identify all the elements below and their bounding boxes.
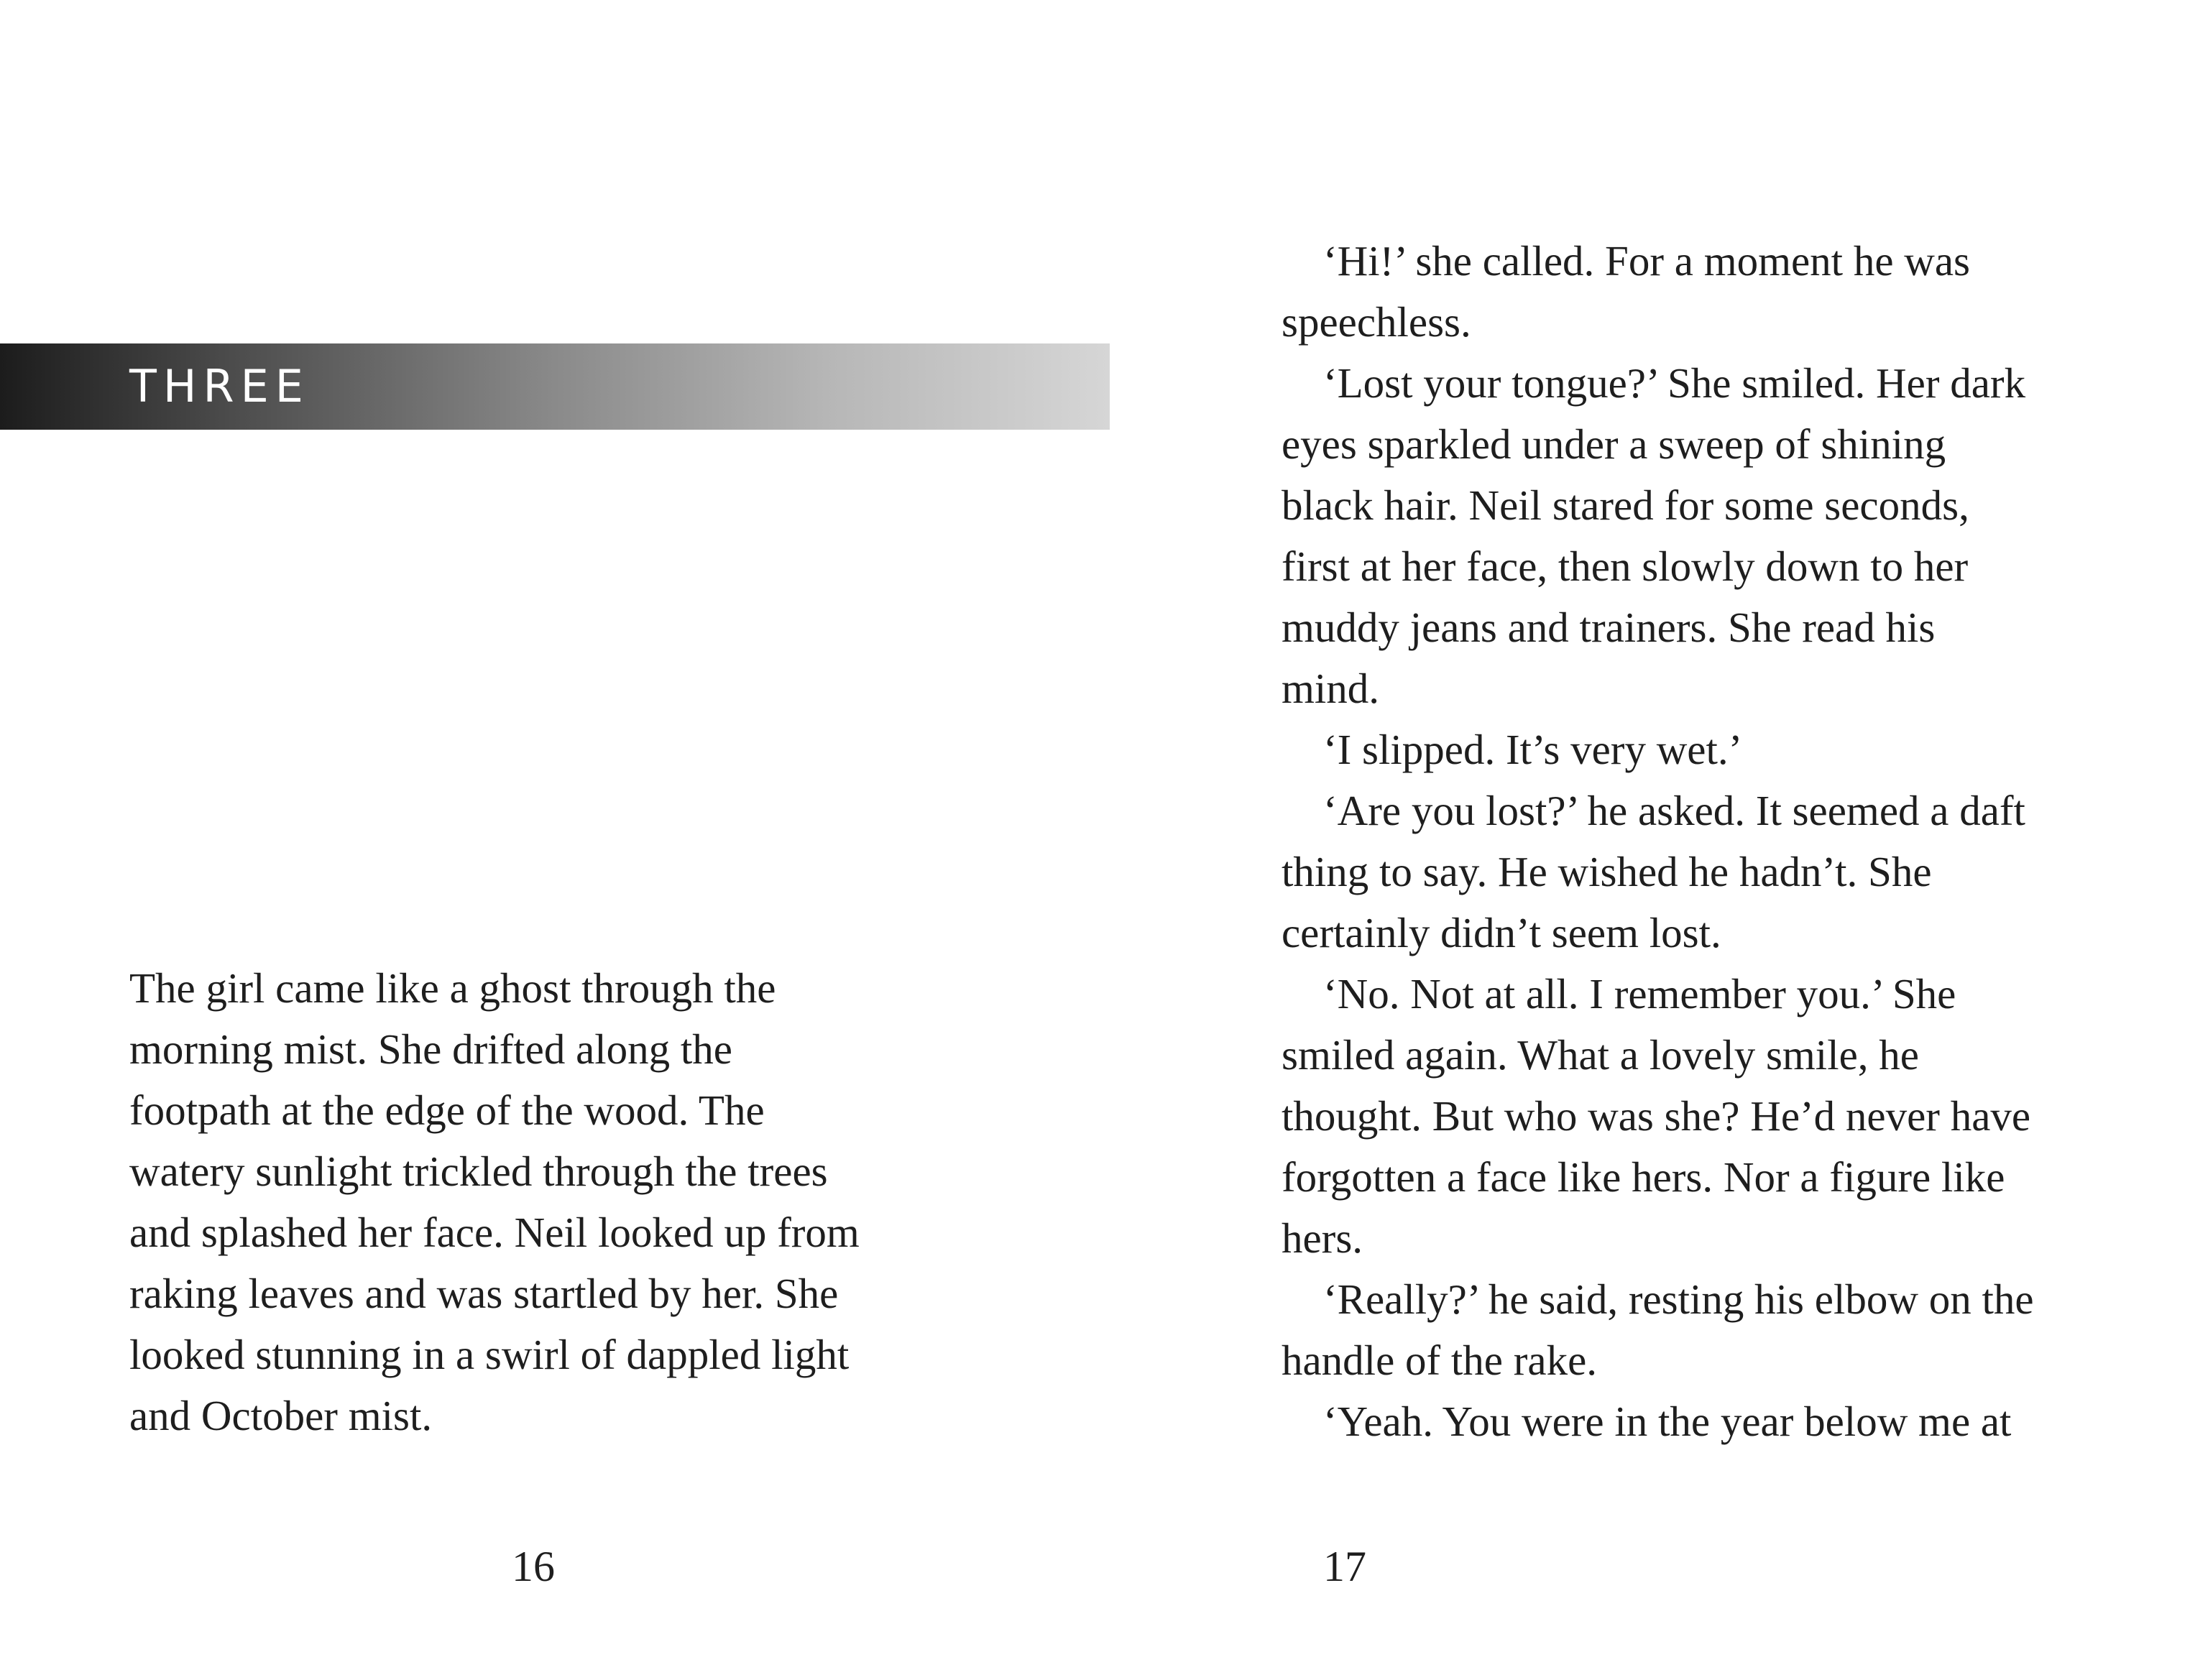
text-line: eyes sparkled under a sweep of shining: [1282, 420, 1946, 468]
text-line: ‘Hi!’ she called. For a moment he was: [1323, 237, 1971, 285]
text-line: mind.: [1282, 665, 1380, 712]
text-line: handle of the rake.: [1282, 1337, 1598, 1384]
text-line: thing to say. He wished he hadn’t. She: [1282, 848, 1932, 895]
text-line: morning mist. She drifted along the: [129, 1025, 732, 1073]
chapter-heading-band: [0, 343, 1110, 430]
text-line: ‘Lost your tongue?’ She smiled. Her dark: [1323, 359, 2026, 407]
text-line: ‘Really?’ he said, resting his elbow on the: [1323, 1275, 2034, 1323]
left-page-text: [129, 958, 992, 1446]
text-line: black hair. Neil stared for some seconds,: [1282, 481, 1969, 529]
text-line: hers.: [1282, 1214, 1363, 1262]
text-line: certainly didn’t seem lost.: [1282, 909, 1721, 956]
right-page-text: [1282, 231, 2151, 1452]
text-line: ‘Are you lost?’ he asked. It seemed a daft: [1323, 787, 2025, 834]
text-line: and splashed her face. Neil looked up from: [129, 1209, 860, 1256]
text-line: muddy jeans and trainers. She read his: [1282, 604, 1936, 651]
text-line: smiled again. What a lovely smile, he: [1282, 1031, 1919, 1079]
text-line: ‘I slipped. It’s very wet.’: [1323, 726, 1743, 773]
text-line: The girl came like a ghost through the: [129, 964, 776, 1012]
text-line: first at her face, then slowly down to her: [1282, 543, 1969, 590]
page-number-left: 16: [512, 1543, 555, 1590]
text-line: raking leaves and was startled by her. She: [129, 1270, 839, 1317]
right-page: [1095, 0, 2190, 1680]
text-line: thought. But who was she? He’d never have: [1282, 1092, 2031, 1140]
text-line: forgotten a face like hers. Nor a figure like: [1282, 1153, 2005, 1201]
text-line: looked stunning in a swirl of dappled light: [129, 1331, 850, 1378]
chapter-title: THREE: [129, 360, 310, 412]
text-line: watery sunlight trickled through the trees: [129, 1148, 828, 1195]
text-line: ‘Yeah. You were in the year below me at: [1323, 1398, 2012, 1445]
text-line: footpath at the edge of the wood. The: [129, 1086, 765, 1134]
page-number-right: 17: [1323, 1543, 1366, 1590]
text-line: speechless.: [1282, 298, 1471, 346]
text-line: ‘No. Not at all. I remember you.’ She: [1323, 970, 1956, 1017]
text-line: and October mist.: [129, 1392, 433, 1439]
